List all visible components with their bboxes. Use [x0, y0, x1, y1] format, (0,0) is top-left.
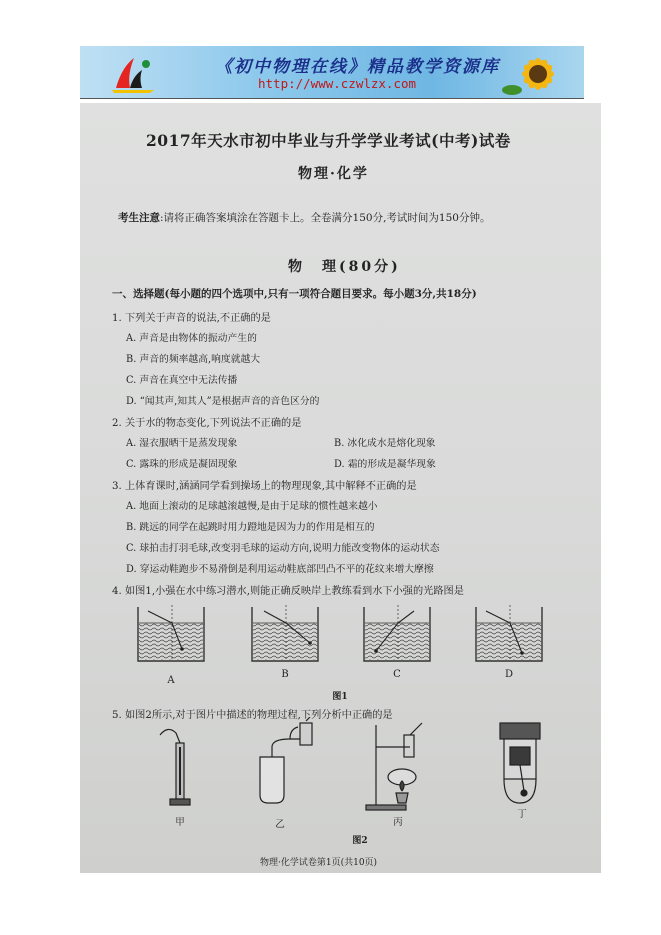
exam-paper	[80, 103, 601, 873]
question-1-option-d: D. “闻其声,知其人”是根据声音的音色区分的	[126, 396, 320, 407]
question-2-option-d: D. 霜的形成是凝华现象	[334, 459, 436, 470]
sunflower-icon	[500, 50, 570, 98]
part-heading: 一、选择题(每小题的四个选项中,只有一项符合题目要求。每小题3分,共18分)	[112, 288, 477, 300]
figure-1-label-b: B	[281, 669, 289, 680]
figure-2-label-ding: 丁	[517, 809, 527, 820]
notice-label: 考生注意	[118, 212, 160, 224]
page-footer: 物理·化学试卷第1页(共10页)	[260, 858, 378, 868]
question-3-option-d: D. 穿运动鞋跑步不易滑倒是利用运动鞋底部凹凸不平的花纹来增大摩擦	[126, 564, 434, 575]
tank-a	[138, 605, 204, 661]
question-3-stem: 3. 上体育课时,涵涵同学看到操场上的物理现象,其中解释不正确的是	[112, 481, 417, 492]
banner-title: 《初中物理在线》精品教学资源库	[215, 57, 500, 77]
section-title: 物 理(80分)	[288, 259, 401, 275]
question-3-option-a: A. 地面上滚动的足球越滚越慢,是由于足球的惯性越来越小	[126, 501, 378, 512]
question-2-option-c: C. 露珠的形成是凝固现象	[126, 459, 238, 470]
tank-c	[364, 605, 430, 661]
question-1-option-b: B. 声音的频率越高,响度就越大	[126, 354, 261, 365]
question-3-option-c: C. 球拍击打羽毛球,改变羽毛球的运动方向,说明力能改变物体的运动状态	[126, 543, 440, 554]
figure-2-label-yi: 乙	[275, 819, 285, 830]
apparatus-ding	[500, 723, 540, 803]
colorful-logo-icon	[110, 54, 156, 94]
notice-text: :请将正确答案填涂在答题卡上。全卷满分150分,考试时间为150分钟。	[160, 212, 491, 224]
figure-1-label-d: D	[504, 669, 514, 680]
figure-2-label-bing: 丙	[393, 817, 403, 828]
figure-1-caption: 图1	[332, 692, 348, 702]
question-2-option-a: A. 湿衣服晒干是蒸发现象	[126, 438, 238, 449]
question-1-option-c: C. 声音在真空中无法传播	[126, 375, 238, 386]
resource-banner	[80, 46, 584, 98]
figure-2-apparatus	[140, 717, 590, 847]
apparatus-bing	[366, 723, 422, 810]
exam-notice	[118, 210, 490, 225]
figure-1-label-a: A	[167, 675, 175, 686]
banner-divider	[80, 98, 584, 99]
figure-1-light-paths	[120, 599, 600, 709]
question-5-stem: 5. 如图2所示,对于图片中描述的物理过程,下列分析中正确的是	[112, 710, 393, 721]
apparatus-yi	[260, 717, 312, 803]
banner-url-link[interactable]: http://www.czwlzx.com	[258, 76, 417, 91]
question-1-option-a: A. 声音是由物体的振动产生的	[126, 333, 257, 344]
question-4-stem: 4. 如图1,小强在水中练习潜水,则能正确反映岸上教练看到水下小强的光路图是	[112, 586, 464, 597]
question-2-option-b: B. 冰化成水是熔化现象	[334, 438, 436, 449]
question-1-stem: 1. 下列关于声音的说法,不正确的是	[112, 313, 271, 324]
figure-2-label-jia: 甲	[175, 817, 185, 828]
apparatus-jia	[160, 729, 190, 805]
question-3-option-b: B. 跳远的同学在起跳时用力蹬地是因为力的作用是相互的	[126, 522, 375, 533]
figure-2-caption: 图2	[352, 836, 368, 846]
tank-d	[476, 605, 542, 661]
tank-b	[252, 605, 318, 661]
exam-title: 2017年天水市初中毕业与升学学业考试(中考)试卷	[146, 131, 511, 150]
exam-subtitle: 物理·化学	[298, 166, 369, 182]
figure-1-label-c: C	[393, 669, 401, 680]
question-2-stem: 2. 关于水的物态变化,下列说法不正确的是	[112, 418, 302, 429]
